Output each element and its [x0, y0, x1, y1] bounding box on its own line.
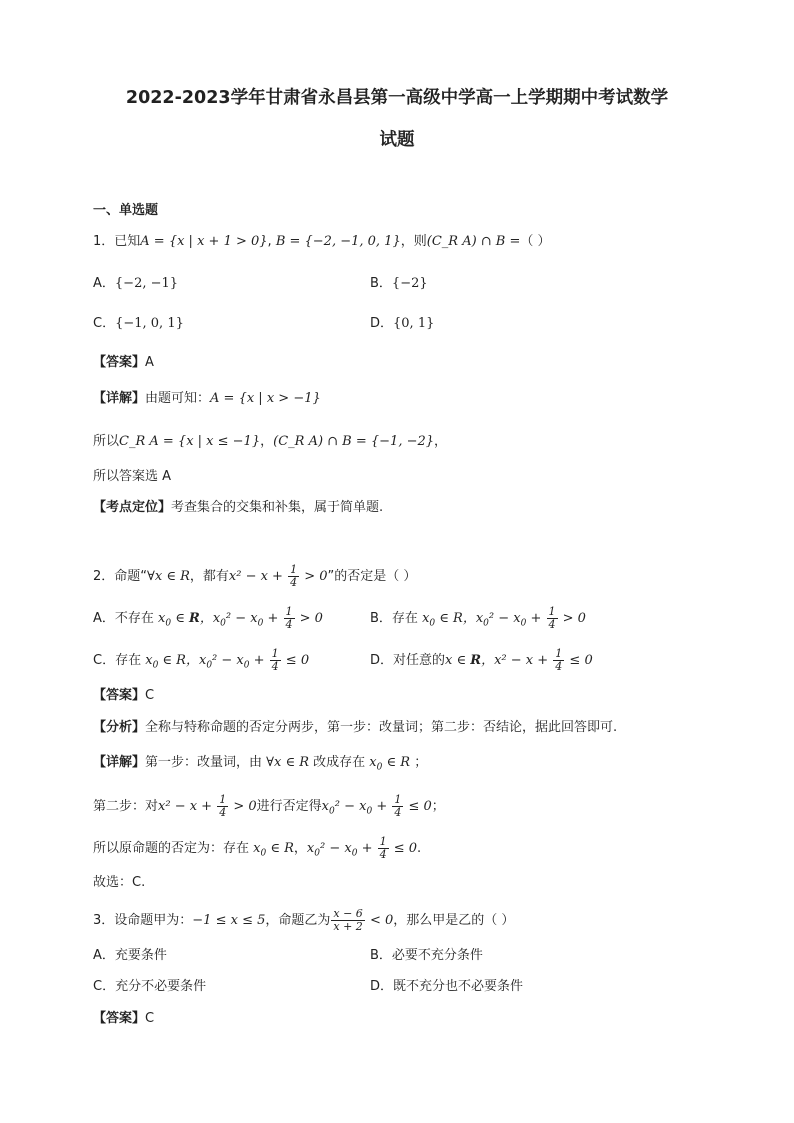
- q1-option-c: [93, 314, 184, 334]
- q2-option-b: B．存在 $x_0$ ∈ R，$x_0^2 - x_0$ + $\frac{1}{4}$ > 0: [370, 605, 586, 631]
- q3-option-d: D．既不充分也不必要条件: [370, 979, 524, 994]
- q1-set-a: A = {x | x + 1 > 0}: [140, 234, 268, 249]
- q2-detail-2b: 进行否定得: [256, 799, 322, 814]
- q2-option-d-text: 对任意的: [393, 653, 446, 668]
- q1-key-point-tag: 【考点定位】: [93, 500, 172, 515]
- q1-complement-set: C_R A = {x | x ≤ −1}: [119, 434, 261, 449]
- q2-stem-mid: ，都有: [189, 569, 229, 584]
- q2-answer-value: C: [145, 688, 155, 703]
- q1-detail-tag: 【详解】: [93, 391, 146, 406]
- title-line-1: 2022-2023学年甘肃省永昌县第一高级中学高一上学期期中考试数学: [125, 88, 669, 108]
- q1-option-c-value: {−1, 0, 1}: [115, 316, 184, 331]
- q1-option-c-label: C．: [93, 316, 116, 331]
- q1-answer-value: A: [145, 355, 154, 370]
- q2-detail-2: 第二步：对x² − x + $\frac{1}{4}$ > 0进行否定得$x_0^2 - x_0$ + $\frac{1}{4}$ ≤ 0；: [93, 793, 445, 819]
- q2-option-a: A．不存在 $x_0$ ∈ R，$x_0^2 - x_0$ + $\frac{1}{4}$ > 0: [93, 605, 323, 631]
- q3-stem-a: 3．设命题甲为：: [93, 913, 193, 928]
- q1-key-point: [93, 498, 383, 518]
- q1-detail-text: 由题可知：: [145, 391, 211, 406]
- q1-option-d-label: D．: [370, 316, 394, 331]
- q1-intersection-result: (C_R A) ∩ B = {−1, −2}: [273, 434, 435, 449]
- q3-answer: [93, 1009, 154, 1029]
- q3-stem-b: ，命题乙为: [265, 913, 331, 928]
- q2-detail-3-sep: ，: [293, 841, 307, 856]
- q2-stem-post: ”的否定是（ ）: [327, 569, 417, 584]
- q1-stem: 1．已知A = {x | x + 1 > 0}, B = {−2, −1, 0, 1}，则(C_R A) ∩ B =（ ）: [93, 234, 551, 249]
- q2-option-c-text: 存在: [115, 653, 142, 668]
- q3-stem-c: ，那么甲是乙的（ ）: [393, 913, 515, 928]
- q2-detail-3-end: .: [417, 841, 422, 856]
- q1-ask-pre: ，则: [400, 234, 427, 249]
- q1-option-d: [370, 314, 434, 334]
- q1-option-d-value: {0, 1}: [393, 316, 435, 331]
- q3-answer-value: C: [145, 1011, 155, 1026]
- q2-choose: 故选：C.: [93, 875, 146, 890]
- q2-detail-1a: 第一步：改量词，由: [145, 755, 263, 770]
- q1-answer-tag: 【答案】: [93, 355, 146, 370]
- q1-so-line: [93, 432, 447, 452]
- q1-so-end: ，: [434, 434, 448, 449]
- q2-detail-1b: 改成存在: [313, 755, 366, 770]
- q2-detail-3a: 所以原命题的否定为：存在: [93, 841, 250, 856]
- q3-option-a: A．充要条件: [93, 948, 167, 963]
- q1-stem-prefix: 1．已知: [93, 234, 141, 249]
- q1-set-b: B = {−2, −1, 0, 1}: [275, 234, 401, 249]
- q2-option-d-label: D．: [370, 653, 394, 668]
- q2-option-d: D．对任意的x ∈ R，x² − x + $\frac{1}{4}$ ≤ 0: [370, 647, 593, 673]
- q1-option-b-label: B．: [370, 276, 392, 291]
- q2-option-a-label: A．: [93, 611, 115, 626]
- q1-tail: （ ）: [520, 234, 551, 249]
- q2-stem-expr: x² − x + $\frac{1}{4}$ > 0: [228, 563, 328, 589]
- q3-option-c: C．充分不必要条件: [93, 979, 207, 994]
- q1-option-a-value: {−2, −1}: [114, 276, 179, 291]
- q1-answer: [93, 353, 154, 373]
- q3-stem: [93, 908, 514, 933]
- q1-detail: [93, 389, 321, 409]
- q2-option-b-text: 存在: [391, 611, 418, 626]
- q2-analysis-tag: 【分析】: [93, 720, 146, 735]
- q2-option-a-text: 不存在: [114, 611, 154, 626]
- q2-option-c-label: C．: [93, 653, 116, 668]
- q1-option-b: [370, 274, 428, 294]
- q1-so-answer: 所以答案选 A: [93, 469, 172, 484]
- q2-stem: [93, 564, 416, 589]
- q3-option-b: B．必要不充分条件: [370, 948, 483, 963]
- q2-answer-tag: 【答案】: [93, 688, 146, 703]
- q2-analysis-text: 全称与特称命题的否定分两步，第一步：改量词；第二步：否结论，据此回答即可.: [145, 720, 618, 735]
- q2-option-c: C．存在 $x_0$ ∈ R，$x_0^2 - x_0$ + $\frac{1}{4}$ ≤ 0: [93, 647, 310, 673]
- q2-analysis: [93, 718, 617, 738]
- q2-option-b-label: B．: [370, 611, 392, 626]
- q2-detail-tag: 【详解】: [93, 755, 146, 770]
- q2-detail-2a: 第二步：对: [93, 799, 159, 814]
- q1-option-b-value: {−2}: [391, 276, 428, 291]
- q2-detail-1-end: ；: [414, 755, 428, 770]
- q1-ask: (C_R A) ∩ B =: [426, 234, 521, 249]
- q1-so-sep: ，: [260, 434, 274, 449]
- q1-option-a: [93, 274, 178, 294]
- q3-inequality: −1 ≤ x ≤ 5: [192, 913, 266, 928]
- q2-detail-3: 所以原命题的否定为：存在 $x_0$ ∈ R，$x_0^2 - x_0$ + $\frac{1}{4}$ ≤ 0.: [93, 835, 422, 861]
- q2-answer: [93, 686, 154, 706]
- title-line-2: 试题: [379, 130, 415, 150]
- q1-option-a-label: A．: [93, 276, 115, 291]
- q3-answer-tag: 【答案】: [93, 1011, 146, 1026]
- section-heading: 一、单选题: [93, 203, 159, 218]
- q2-stem-pre: 2．命题“: [93, 569, 148, 584]
- q1-key-point-text: 考查集合的交集和补集，属于简单题.: [171, 500, 384, 515]
- q2-detail-2-end: ；: [431, 799, 445, 814]
- q3-fraction-inequality: $\frac{x - 6}{x + 2}$ < 0: [333, 907, 394, 933]
- q1-detail-math: A = {x | x > −1}: [210, 391, 321, 406]
- q2-detail-1: 【详解】第一步：改量词，由 ∀x ∈ R 改成存在 $x_0$ ∈ R ；: [93, 755, 428, 773]
- q2-quantifier: ∀x ∈ R: [147, 569, 190, 584]
- q1-so-label: 所以: [93, 434, 120, 449]
